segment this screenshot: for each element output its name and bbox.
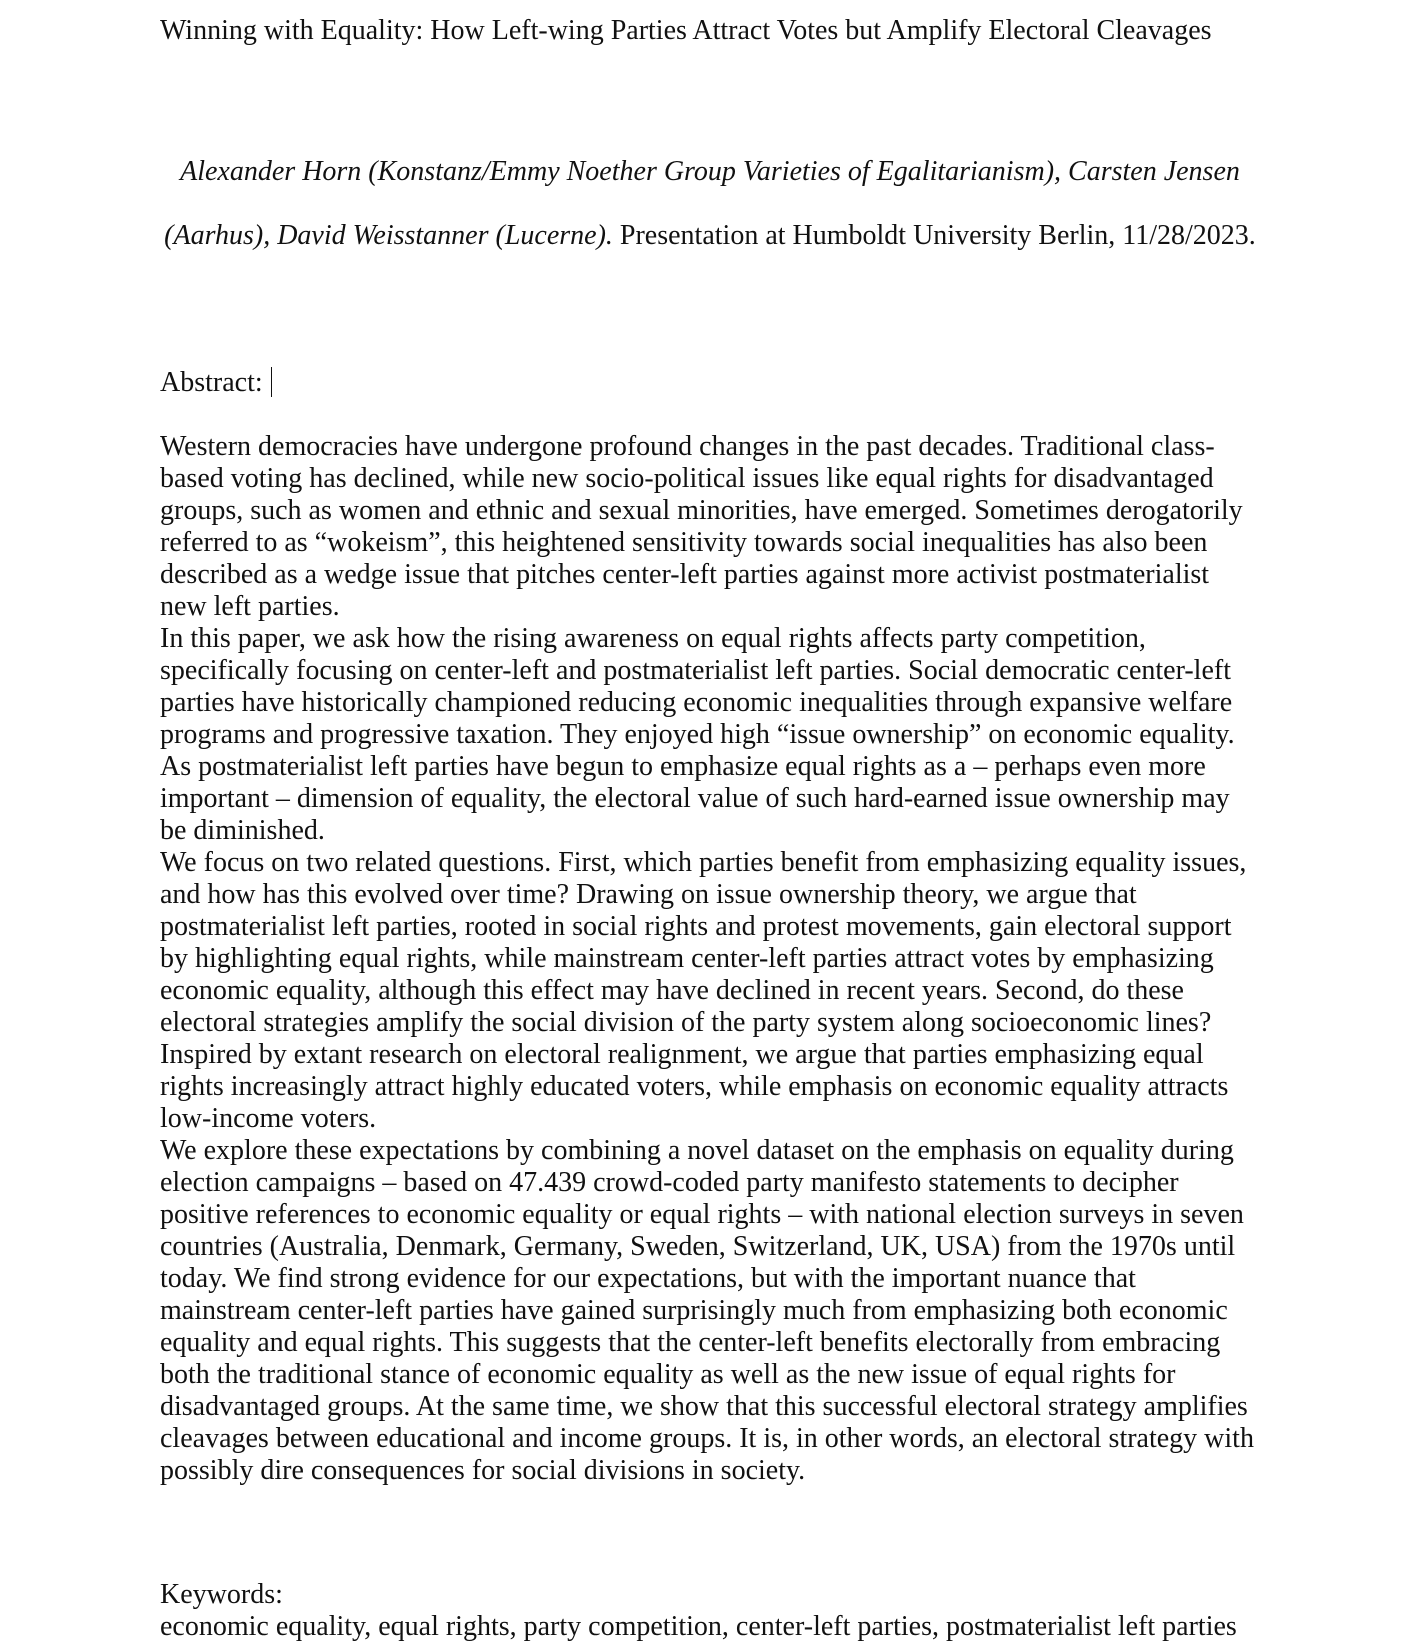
abstract-label: Abstract: [160, 367, 263, 398]
abstract-paragraph: We explore these expectations by combining a novel dataset on the emphasis on equality during election campaigns – based on 47.439 crowd-coded party manifesto statements to decipher positive references to economic equality or equal rights – with national election surveys in seven countries (Australia, Denmark, Germany, Sweden, Switzerland, UK, USA) from the 1970s until today. We find strong evidence for our expectations, but with the important nuance that mainstream center-left parties have gained surprisingly much from emphasizing both economic equality and equal rights. This suggests that the center-left benefits electorally from embracing both the traditional stance of economic equality as well as the new issue of equal rights for disadvantaged groups. At the same time, we show that this successful electoral strategy amplifies cleavages between educational and income groups. It is, in other words, an electoral strategy with possibly dire consequences for social divisions in society. [160, 1135, 1254, 1486]
paper-title: Winning with Equality: How Left-wing Parties Attract Votes but Amplify Electoral Cleavages [160, 15, 1212, 46]
abstract-paragraph: Western democracies have undergone profound changes in the past decades. Traditional class-based voting has declined, while new socio-political issues like equal rights for disadvantaged groups, such as women and ethnic and sexual minorities, have emerged. Sometimes derogatorily referred to as “wokeism”, this heightened sensitivity towards social inequalities has also been described as a wedge issue that pitches center-left parties against more activist postmaterialist new left parties. [160, 431, 1243, 622]
abstract-paragraph: In this paper, we ask how the rising awareness on equal rights affects party competition, specifically focusing on center-left and postmaterialist left parties. Social democratic center-left parties have historically championed reducing economic inequalities through expansive welfare programs and progressive taxation. They enjoyed high “issue ownership” on economic equality. As postmaterialist left parties have begun to emphasize equal rights as a – perhaps even more important – dimension of equality, the electoral value of such hard-earned issue ownership may be diminished. [160, 623, 1235, 846]
presentation-note: Presentation at Humboldt University Berlin, 11/28/2023. [612, 220, 1256, 251]
abstract-body[interactable] [160, 431, 1260, 1487]
text-cursor [271, 367, 272, 397]
keywords-heading: Keywords: [160, 1579, 283, 1610]
author-line [160, 140, 1260, 268]
author-names: Alexander Horn (Konstanz/Emmy Noether Group Varieties of Egalitarianism), Carsten Jensen (Aarhus), David Weisstanner (Lucerne). [164, 156, 1240, 251]
abstract-paragraph: We focus on two related questions. First, which parties benefit from emphasizing equality issues, and how has this evolved over time? Drawing on issue ownership theory, we argue that postmaterialist left parties, rooted in social rights and protest movements, gain electoral support by highlighting equal rights, while mainstream center-left parties attract votes by emphasizing economic equality, although this effect may have declined in recent years. Second, do these electoral strategies amplify the social division of the party system along socioeconomic lines? Inspired by extant research on electoral realignment, we argue that parties emphasizing equal rights increasingly attract highly educated voters, while emphasis on economic equality attracts low-income voters. [160, 847, 1247, 1134]
keywords-list: economic equality, equal rights, party competition, center-left parties, postmaterialist left parties [160, 1611, 1237, 1642]
abstract-heading[interactable] [160, 366, 272, 400]
